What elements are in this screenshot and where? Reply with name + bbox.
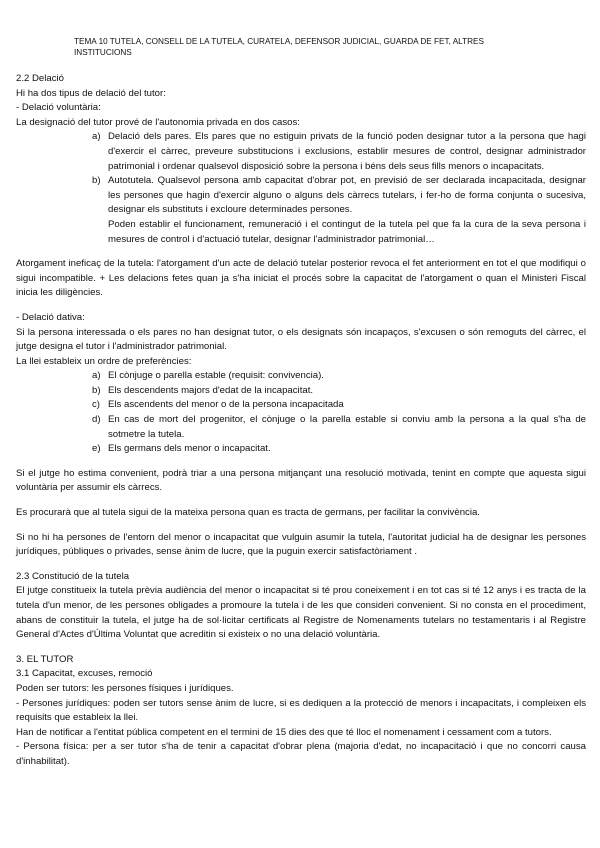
tutors-intro: Poden ser tutors: les persones físiques i jurídiques. [16,682,234,694]
list-item [16,384,586,399]
voluntaria-heading: - Delació voluntària: [16,102,101,114]
dativa-heading: - Delació dativa: [16,311,85,323]
list-item [16,413,586,442]
list-item-text: Delació dels pares. Els pares que no estiguin privats de la funció poden designar tutor a la persona que hagi d'exercir el càrrec, preveure substitucions i exclusions, establir mesures de control, designar administrador patrimonial i ordenar qualsevol disposició sobre la persona i béns dels seus fills menors o incapacitats. [108,131,586,172]
list-item-text: Els ascendents del menor o de la persona incapacitada [108,399,344,411]
list-marker: e) [92,443,101,455]
section-heading-2-3: 2.3 Constitució de la tutela [16,570,130,582]
autotutela-extra: Poden establir el funcionament, remuneració i el contingut de la tutela pel que fa la cura de la seva persona i mesures de control i d'actuació tutelar, designar l'administrador patrimonial… [108,218,586,245]
voluntaria-list [16,130,586,218]
dativa-text: Si la persona interessada o els pares no han designat tutor, o els designats són incapaços, s'excusen o són remoguts del càrrec, el jutge designa el tutor i l'administrador patrimonial. [16,326,586,353]
list-item [16,398,586,413]
list-marker: d) [92,414,101,426]
list-item-text: Autotutela. Qualsevol persona amb capacitat d'obrar pot, en previsió de ser declarada incapacitada, designar les persones que hagin d'exercir alguno o alguns dels càrrecs tutelars, i fer-ho de forma conjunta o sucesiva, designar els substituts i excloure determinades persones. [108,175,586,216]
germans-paragraph: Es procurarà que al tutela sigui de la mateixa persona quan es tracta de germans, per facilitar la convivència. [16,507,480,519]
list-item-text: Els germans dels menor o incapacitat. [108,443,271,455]
list-item-text: Els descendents majors d'edat de la incapacitat. [108,384,314,396]
list-marker: b) [92,175,101,187]
jutge-paragraph: Si el jutge ho estima convenient, podrà triar a una persona mitjançant una resolució motivada, tenint en compte que aquesta sigui voluntària per assumir els càrrecs. [16,467,586,494]
order-intro: La llei estableix un ordre de preferències: [16,355,192,367]
notificar-text: Han de notificar a l'entitat pública competent en el termini de 15 dies des que té lloc el nomenament i cessament com a tutors. [16,726,552,738]
atorgament-ineficac: Atorgament ineficaç de la tutela: l'atorgament d'un acte de delació tutelar posterior revoca el fet anteriorment en tot el que modifiqui o sigui incompatible. + Les delacions fetes quan ja s'ha iniciat el procés sobre la capacitat de l'atorgament o quan el Ministeri Fiscal inicia les diligències. [16,258,586,299]
list-item [16,442,586,457]
persona-fisica: - Persona física: per a ser tutor s'ha de tenir a capacitat d'obrar plena (majoria d'edat, no incapacitació i que no concorri causa d'inhabilitat). [16,741,586,767]
list-marker: b) [92,384,101,396]
voluntaria-text: La designació del tutor prové de l'autonomia privada en dos casos: [16,116,300,128]
list-marker: c) [92,399,100,411]
document-body [16,72,586,770]
page-header: TEMA 10 TUTELA, CONSELL DE LA TUTELA, CURATELA, DEFENSOR JUDICIAL, GUARDA DE FET, ALTRES INSTITUCIONS [74,37,484,57]
persones-juridiques: - Persones jurídiques: poden ser tutors sense ànim de lucre, si es dediquen a la protecció de menors i incapacitats, i compleixen els requisits que estableix la llei. [16,697,586,724]
list-item [16,174,586,218]
section-heading-3: 3. EL TUTOR [16,653,74,665]
section-heading-2-2: 2.2 Delació [16,73,64,84]
list-item [16,130,586,174]
list-item-text: El cònjuge o parella estable (requisit: convivencia). [108,370,324,382]
list-item-text: En cas de mort del progenitor, el cònjuge o la parella estable si conviu amb la persona a la qual s'ha de sotmetre la tutela. [108,414,586,440]
list-marker: a) [92,370,101,382]
delacio-intro: Hi ha dos tipus de delació del tutor: [16,87,166,99]
constitucio-text: El jutge constitueix la tutela prèvia audiència del menor o incapacitat si té prou coneixement i en tot cas si té 12 anys i es tracta de la tutela d'un menor, de les persones obligades a promoure la tutela i de les que consideri convenient. Si no consta en el procediment, abans de constituir la tutela, el jutge ha de sol·licitar certificats al Registre de Nomenaments tutelars no testamentaris i al Registre General d'Actes d'Última Voluntat que acreditin si existeix o no una delació voluntària. [16,585,586,641]
list-marker: a) [92,131,101,143]
juridiques-paragraph: Si no hi ha persones de l'entorn del menor o incapacitat que vulguin asumir la tutela, l'autoritat judicial ha de designar les persones jurídiques, públiques o privades, sense ànim de lucre, que la puguin exercir satisfactòriament . [16,531,586,558]
subsection-heading-3-1: 3.1 Capacitat, excuses, remoció [16,668,153,680]
order-list [16,369,586,457]
list-item [16,369,586,384]
